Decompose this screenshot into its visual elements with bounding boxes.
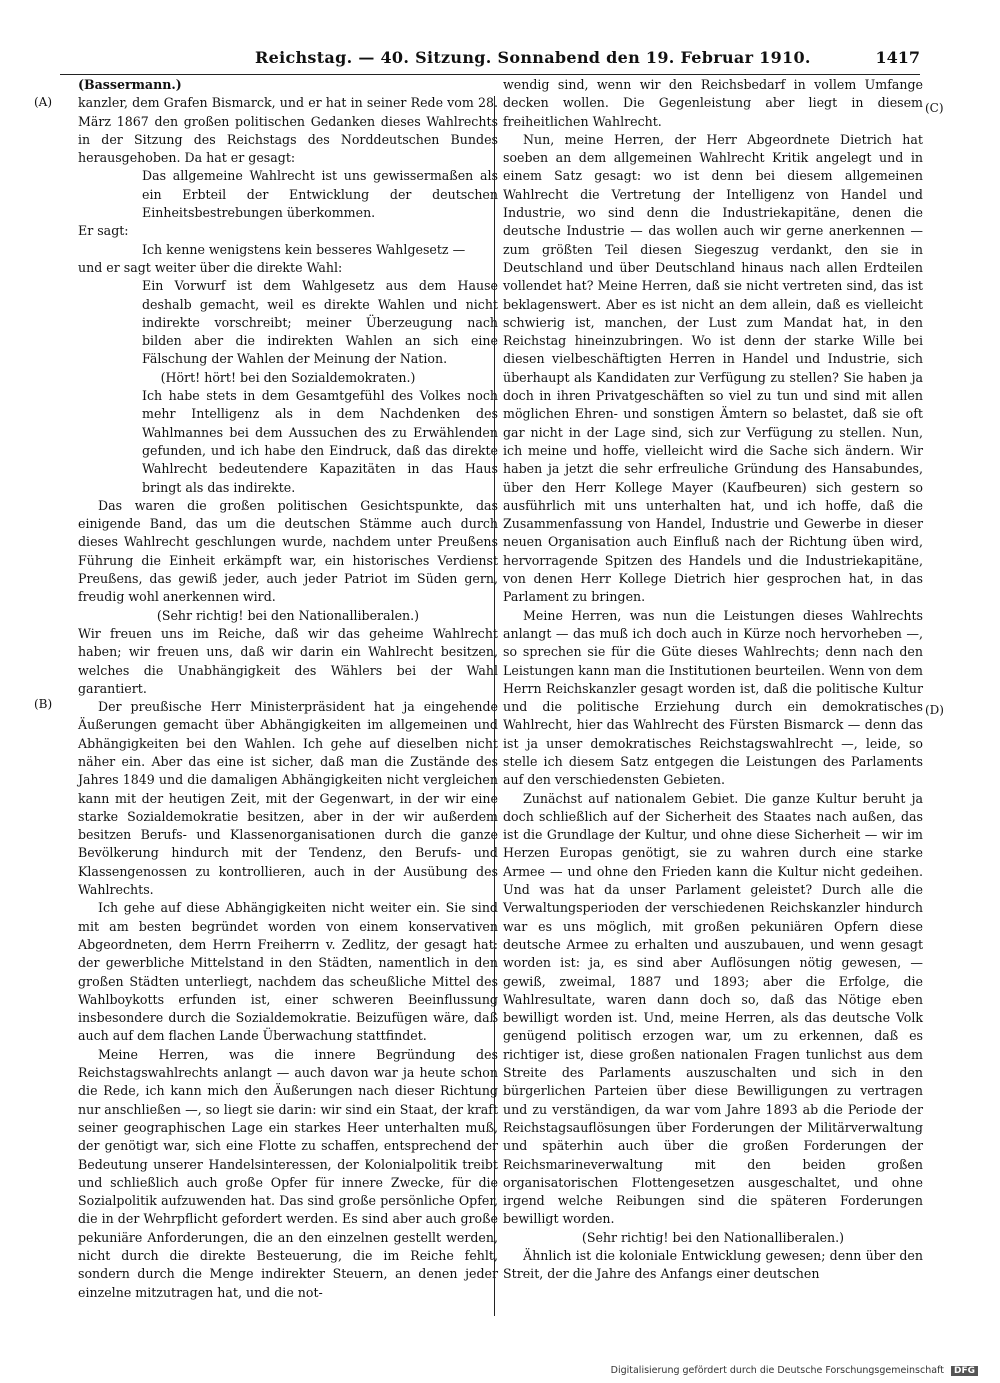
margin-marker-a: (A) (34, 95, 53, 109)
footer-credit-text: Digitalisierung gefördert durch die Deutsche Forschungsgemeinschaft (610, 1365, 944, 1376)
left-paragraph: Wir freuen uns im Reiche, daß wir das geheime Wahlrecht haben; wir freuen uns, daß wir darin ein Wahlrecht besitzen, welches die Unabhängigkeit des Wählers bei der Wahl garantiert. (78, 625, 498, 696)
left-paragraph: Das waren die großen politischen Gesichtspunkte, das einigende Band, das um die deutschen Stämme auch durch dieses Wahlrecht geschlungen wurde, nachdem unter Preußens Führung die Einheit erkämpft war, ein historisches Verdienst Preußens, das gewiß jeder, auch jeder Patriot im Süden gern, freudig wohl anerkennen wird. (78, 497, 498, 605)
running-header (60, 48, 920, 74)
left-paragraph: Ich gehe auf diese Abhängigkeiten nicht weiter ein. Sie sind mit am besten begründet worden von einem konservativen Abgeordneten, dem Herrn Freiherrn v. Zedlitz, der gesagt hat: der gewerbliche Mittelstand in den Städten, namentlich in den großen Städten unterliegt, nachdem das scheußliche Mittel des Wahlboykotts erfunden ist, einer schweren Beeinflussung insbesondere durch die Sozialdemokratie. Beizufügen wäre, daß auch auf dem flachen Lande Überwachung stattfindet. (78, 900, 498, 1044)
right-paragraph: wendig sind, wenn wir den Reichsbedarf in vollem Umfange decken wollen. Die Gegenleistung aber liegt in diesem freiheitlichen Wahlrecht. (503, 77, 923, 129)
dfg-logo: DFG (951, 1366, 978, 1376)
left-quotation: Ich habe stets in dem Gesamtgefühl des Volkes noch mehr Intelligenz als in dem Nachdenken des Wahlmannes bei dem Aussuchen des zu Erwählenden gefunden, und ich habe den Eindruck, daß das direkte Wahlrecht bedeutendere Kapazitäten in das Haus bringt als das indirekte. (142, 388, 498, 495)
left-quotation: Das allgemeine Wahlrecht ist uns gewissermaßen als ein Erbteil der Entwicklung der deutschen Einheitsbestrebungen überkommen. (142, 168, 498, 221)
left-interjection: (Sehr richtig! bei den Nationalliberalen.) (156, 607, 420, 623)
margin-marker-d: (D) (925, 703, 944, 717)
right-paragraph: Meine Herren, was nun die Leistungen dieses Wahlrechts anlangt — das muß ich doch auch in Kürze noch hervorheben —, so sprechen sie für die Güte dieses Wahlrechts; denn nach den Leistungen kann man die Institutionen beurteilen. Wenn von dem Herrn Reichskanzler gesagt worden ist, daß die politische Kultur und die politische Erziehung durch ein demokratisches Wahlrecht, hier das Wahlrecht des Fürsten Bismarck — denn das ist ja unser demokratisches Reichstagswahlrecht —, leide, so stelle ich diesem Satz entgegen die Leistungen des Parlaments auf den verschiedensten Gebieten. (503, 607, 923, 788)
running-title: Reichstag. — 40. Sitzung. Sonnabend den 19. Februar 1910. (255, 48, 811, 67)
right-paragraph: Ähnlich ist die koloniale Entwicklung gewesen; denn über den Streit, der die Jahre des Anfangs einer deutschen (503, 1248, 923, 1282)
left-paragraph: und er sagt weiter über die direkte Wahl: (78, 259, 343, 275)
right-column (503, 76, 923, 1284)
right-interjection: (Sehr richtig! bei den Nationalliberalen.) (581, 1229, 845, 1245)
left-quotation: Ein Vorwurf ist dem Wahlgesetz aus dem Hause deshalb gemacht, weil es direkte Wahlen und nicht indirekte vorschreibt; meiner Überzeugung nach bilden aber die indirekten Wahlen an sich eine Fälschung der Wahlen der Meinung der Nation. (142, 278, 498, 367)
footer-credit (611, 1365, 978, 1376)
left-paragraph: kanzler, dem Grafen Bismarck, und er hat in seiner Rede vom 28. März 1867 den großen politischen Gedanken dieses Wahlrechts in der Sitzung des Reichstags des Norddeutschen Bundes herausgehoben. Da hat er gesagt: (78, 95, 498, 166)
left-paragraph: Meine Herren, was die innere Begründung des Reichstagswahlrechts anlangt — auch davon war ja heute schon die Rede, ich kann mich den Äußerungen nach dieser Richtung nur anschließen —, so liegt sie darin: wir sind ein Staat, der kraft seiner geographischen Lage ein starkes Heer unterhalten muß, der genötigt war, sich eine Flotte zu schaffen, entsprechend der Bedeutung unserer Handelsinteressen, der Kolonialpolitik treibt und schließlich auch große Opfer für innere Zwecke, für die Sozialpolitik aufzuwenden hat. Das sind große persönliche Opfer, die in der Wehrpflicht gefordert werden. Es sind aber auch große pekuniäre Anforderungen, die an den einzelnen gestellt werden, nicht durch die direkte Besteuerung, die im Reiche fehlt, sondern durch die Menge indirekter Steuern, an denen jeder einzelne mitzutragen hat, und die not- (78, 1046, 498, 1300)
left-column (78, 76, 498, 1302)
right-paragraph: Zunächst auf nationalem Gebiet. Die ganze Kultur beruht ja doch schließlich auf der Sicherheit des Staates nach außen, das ist die Grundlage der Kultur, und ohne diese Sicherheit — wir im Herzen Europas genötigt, sie zu wahren durch eine starke Armee — und ohne den Frieden kann die Kultur nicht gedeihen. Und was hat da unser Parlament geleistet? Durch alle die Verwaltungsperioden der verschiedenen Reichskanzler hindurch war es uns möglich, mit großen pekuniären Opfern diese deutsche Armee zu erhalten und auszubauen, und wenn gesagt worden ist: ja, es sind aber Auflösungen nötig gewesen, — gewiß, zweimal, 1887 und 1893; aber die Erfolge, die Wahlresultate, waren dann doch so, daß das Nötige eben bewilligt worden ist. Und, meine Herren, als das deutsche Volk genügend politisch erzogen war, um zu erkennen, daß es richtiger ist, diese großen nationalen Fragen tunlichst aus dem Streite des Parlaments auszuschalten und sich in den bürgerlichen Parteien über diese Bewilligungen zu vertragen und zu verständigen, da war vom Jahre 1893 ab die Periode der Reichstagsauflösungen über Forderungen der Militärverwaltung und späterhin auch über die großen Forderungen der Reichsmarineverwaltung mit den beiden großen organisatorischen Flottengesetzen ausgeschaltet, und ohne irgend welche Reibungen sind die späteren Forderungen bewilligt worden. (503, 790, 923, 1227)
left-interjection: (Hört! hört! bei den Sozialdemokraten.) (160, 369, 416, 385)
header-rule (60, 74, 920, 75)
right-paragraph: Nun, meine Herren, der Herr Abgeordnete Dietrich hat soeben an dem allgemeinen Wahlrecht Kritik angelegt und in einem Satz gesagt: wo ist denn bei diesem allgemeinen Wahlrecht die Vertretung der Intelligenz von Handel und Industrie, wo sind denn die Industriekapitäne, denen die deutsche Industrie — das wollen auch wir gerne anerkennen — zum größten Teil diesen Siegeszug verdankt, den sie in Deutschland und über Deutschland hinaus nach allen Erdteilen vollendet hat? Meine Herren, daß sie nicht vertreten sind, das ist beklagenswert. Aber es ist nicht an dem allein, daß es vielleicht schwierig ist, manchen, der Lust zum Mandat hat, in den Reichstag hineinzubringen. Wo ist denn der starke Wille bei diesen vielbeschäftigten Herren in Handel und Industrie, sich überhaupt als Kandidaten zur Verfügung zu stellen? Sie haben ja doch in ihren Privatgeschäften so viel zu tun und sind mit allen möglichen Ehren- und sonstigen Ämtern so belastet, daß sie oft gar nicht in der Lage sind, sich zur Verfügung zu stellen. Nun, ich meine und hoffe, vielleicht wird die Sache sich ändern. Wir haben ja jetzt die sehr erfreuliche Gründung des Hansabundes, über den Herr Kollege Mayer (Kaufbeuren) sich gestern so ausführlich mit uns unterhalten hat, und ich hoffe, daß die Zusammenfassung von Handel, Industrie und Gewerbe in dieser neuen Organisation auch Einfluß nach der Richtung üben wird, hervorragende Spitzen des Handels und die Industriekapitäne, von denen Herr Kollege Dietrich hier gesprochen hat, in das Parlament zu bringen. (503, 131, 923, 605)
speaker-label: (Bassermann.) (78, 77, 182, 92)
left-paragraph: Er sagt: (78, 223, 129, 239)
margin-marker-c: (C) (925, 101, 944, 115)
margin-marker-b: (B) (34, 697, 53, 711)
page-number: 1417 (875, 48, 920, 67)
left-quotation: Ich kenne wenigstens kein besseres Wahlgesetz — (142, 241, 466, 257)
left-paragraph: Der preußische Herr Ministerpräsident hat ja eingehende Äußerungen gemacht über Abhängigkeiten im allgemeinen und Abhängigkeiten bei den Wahlen. Ich gehe auf dieselben nicht näher ein. Aber das eine ist sicher, daß man die Zustände des Jahres 1849 und die damaligen Abhängigkeiten nicht vergleichen kann mit der heutigen Zeit, mit der Gegenwart, in der wir eine starke Sozialdemokratie besitzen, aber in der wir außerdem besitzen Berufs- und Klassenorganisationen durch die ganze Bevölkerung hindurch mit der Tendenz, den Berufs- und Klassengenossen zu kontrollieren, auch in der Ausübung des Wahlrechts. (78, 699, 498, 898)
